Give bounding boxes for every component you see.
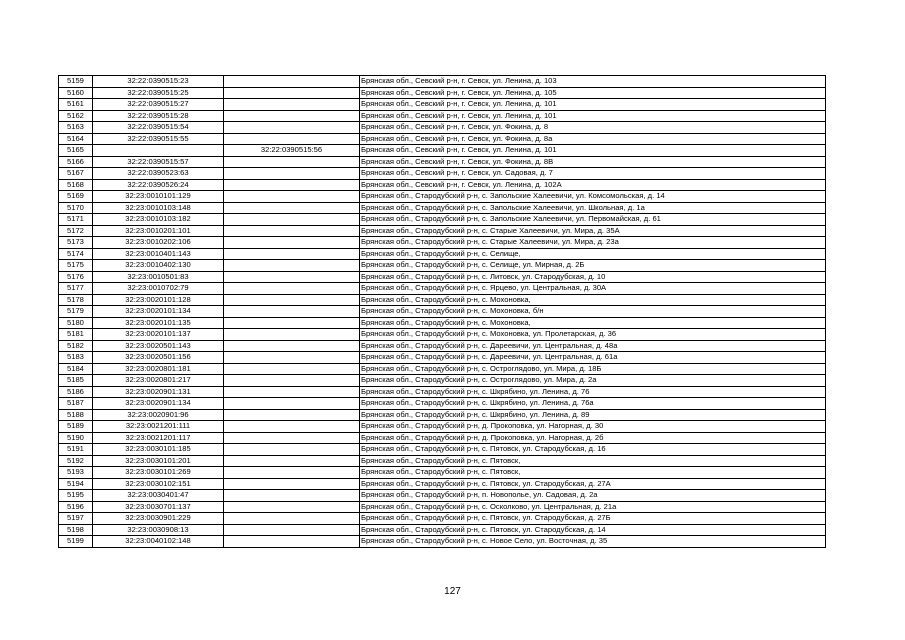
cadastral-number-cell: 32:23:0040102:148 — [93, 536, 224, 548]
table-row — [59, 260, 826, 272]
cadastral-number-cell: 32:23:0010201:101 — [93, 225, 224, 237]
previous-number-cell — [224, 524, 360, 536]
table-row — [59, 87, 826, 99]
address-cell: Брянская обл., Стародубский р-н, д. Прокоповка, ул. Нагорная, д. 2б — [360, 432, 826, 444]
page-number: 127 — [444, 586, 461, 597]
row-number-cell: 5191 — [59, 444, 93, 456]
cadastral-number-cell: 32:23:0021201:117 — [93, 432, 224, 444]
previous-number-cell — [224, 156, 360, 168]
table-row — [59, 145, 826, 157]
address-cell: Брянская обл., Стародубский р-н, с. Дареевичи, ул. Центральная, д. 48а — [360, 340, 826, 352]
address-cell: Брянская обл., Стародубский р-н, с. Остроглядово, ул. Мира, д. 18Б — [360, 363, 826, 375]
cadastral-number-cell: 32:22:0390515:55 — [93, 133, 224, 145]
address-cell: Брянская обл., Стародубский р-н, с. Осколково, ул. Центральная, д. 21а — [360, 501, 826, 513]
address-cell: Брянская обл., Стародубский р-н, с. Запольские Халеевичи, ул. Первомайская, д. 61 — [360, 214, 826, 226]
previous-number-cell — [224, 191, 360, 203]
row-number-cell: 5179 — [59, 306, 93, 318]
address-cell: Брянская обл., Стародубский р-н, с. Мохоновка, — [360, 317, 826, 329]
previous-number-cell — [224, 409, 360, 421]
cadastral-number-cell: 32:23:0030102:151 — [93, 478, 224, 490]
previous-number-cell — [224, 421, 360, 433]
table-row — [59, 214, 826, 226]
table-row — [59, 168, 826, 180]
previous-number-cell — [224, 306, 360, 318]
row-number-cell: 5159 — [59, 76, 93, 88]
table-row — [59, 156, 826, 168]
row-number-cell: 5185 — [59, 375, 93, 387]
row-number-cell: 5166 — [59, 156, 93, 168]
previous-number-cell — [224, 363, 360, 375]
table-row — [59, 421, 826, 433]
row-number-cell: 5172 — [59, 225, 93, 237]
table-row — [59, 375, 826, 387]
cadastral-number-cell: 32:22:0390523:63 — [93, 168, 224, 180]
cadastral-number-cell: 32:23:0030101:185 — [93, 444, 224, 456]
table-row — [59, 179, 826, 191]
previous-number-cell — [224, 501, 360, 513]
table-row — [59, 363, 826, 375]
address-cell: Брянская обл., Стародубский р-н, с. Старые Халеевичи, ул. Мира, д. 35А — [360, 225, 826, 237]
table-row — [59, 133, 826, 145]
table-row — [59, 444, 826, 456]
cadastral-number-cell: 32:23:0030101:269 — [93, 467, 224, 479]
row-number-cell: 5195 — [59, 490, 93, 502]
table-row — [59, 398, 826, 410]
previous-number-cell — [224, 375, 360, 387]
previous-number-cell — [224, 202, 360, 214]
row-number-cell: 5198 — [59, 524, 93, 536]
registry-body — [59, 76, 826, 548]
cadastral-number-cell: 32:23:0020801:181 — [93, 363, 224, 375]
table-row — [59, 536, 826, 548]
cadastral-number-cell — [93, 145, 224, 157]
address-cell: Брянская обл., Стародубский р-н, с. Пятовск, — [360, 455, 826, 467]
row-number-cell: 5178 — [59, 294, 93, 306]
table-row — [59, 237, 826, 249]
row-number-cell: 5171 — [59, 214, 93, 226]
address-cell: Брянская обл., Севский р-н, г. Севск, ул. Фокина, д. 8а — [360, 133, 826, 145]
previous-number-cell — [224, 444, 360, 456]
cadastral-number-cell: 32:22:0390526:24 — [93, 179, 224, 191]
row-number-cell: 5194 — [59, 478, 93, 490]
cadastral-number-cell: 32:23:0010101:129 — [93, 191, 224, 203]
row-number-cell: 5162 — [59, 110, 93, 122]
previous-number-cell — [224, 432, 360, 444]
row-number-cell: 5197 — [59, 513, 93, 525]
previous-number-cell — [224, 99, 360, 111]
cadastral-number-cell: 32:23:0020901:96 — [93, 409, 224, 421]
table-row — [59, 122, 826, 134]
address-cell: Брянская обл., Стародубский р-н, с. Селище, ул. Мирная, д. 2Б — [360, 260, 826, 272]
cadastral-number-cell: 32:23:0020901:134 — [93, 398, 224, 410]
previous-number-cell — [224, 398, 360, 410]
cadastral-number-cell: 32:23:0030401:47 — [93, 490, 224, 502]
row-number-cell: 5188 — [59, 409, 93, 421]
row-number-cell: 5163 — [59, 122, 93, 134]
address-cell: Брянская обл., Севский р-н, г. Севск, ул. Садовая, д. 7 — [360, 168, 826, 180]
address-cell: Брянская обл., Севский р-н, г. Севск, ул. Ленина, д. 102А — [360, 179, 826, 191]
address-cell: Брянская обл., Стародубский р-н, с. Старые Халеевичи, ул. Мира, д. 23а — [360, 237, 826, 249]
row-number-cell: 5190 — [59, 432, 93, 444]
row-number-cell: 5183 — [59, 352, 93, 364]
cadastral-number-cell: 32:23:0030101:201 — [93, 455, 224, 467]
address-cell: Брянская обл., Стародубский р-н, с. Дареевичи, ул. Центральная, д. 61а — [360, 352, 826, 364]
cadastral-number-cell: 32:23:0020501:156 — [93, 352, 224, 364]
address-cell: Брянская обл., Стародубский р-н, с. Запольские Халеевичи, ул. Комсомольская, д. 14 — [360, 191, 826, 203]
previous-number-cell — [224, 455, 360, 467]
address-cell: Брянская обл., Стародубский р-н, с. Запольские Халеевичи, ул. Школьная, д. 1а — [360, 202, 826, 214]
previous-number-cell — [224, 168, 360, 180]
cadastral-number-cell: 32:23:0010702:79 — [93, 283, 224, 295]
previous-number-cell — [224, 478, 360, 490]
row-number-cell: 5193 — [59, 467, 93, 479]
row-number-cell: 5192 — [59, 455, 93, 467]
previous-number-cell — [224, 133, 360, 145]
address-cell: Брянская обл., Стародубский р-н, с. Пятовск, ул. Стародубская, д. 27Б — [360, 513, 826, 525]
row-number-cell: 5189 — [59, 421, 93, 433]
table-row — [59, 202, 826, 214]
cadastral-number-cell: 32:23:0020801:217 — [93, 375, 224, 387]
previous-number-cell — [224, 237, 360, 249]
table-row — [59, 501, 826, 513]
previous-number-cell — [224, 467, 360, 479]
table-row — [59, 409, 826, 421]
table-row — [59, 478, 826, 490]
address-cell: Брянская обл., Стародубский р-н, с. Мохоновка, — [360, 294, 826, 306]
row-number-cell: 5169 — [59, 191, 93, 203]
table-row — [59, 513, 826, 525]
table-row — [59, 306, 826, 318]
previous-number-cell: 32:22:0390515:56 — [224, 145, 360, 157]
row-number-cell: 5165 — [59, 145, 93, 157]
previous-number-cell — [224, 225, 360, 237]
cadastral-number-cell: 32:23:0010401:143 — [93, 248, 224, 260]
cadastral-number-cell: 32:23:0020101:137 — [93, 329, 224, 341]
row-number-cell: 5199 — [59, 536, 93, 548]
row-number-cell: 5176 — [59, 271, 93, 283]
cadastral-number-cell: 32:23:0020901:131 — [93, 386, 224, 398]
row-number-cell: 5161 — [59, 99, 93, 111]
table-row — [59, 455, 826, 467]
row-number-cell: 5184 — [59, 363, 93, 375]
table-row — [59, 225, 826, 237]
address-cell: Брянская обл., Севский р-н, г. Севск, ул. Ленина, д. 103 — [360, 76, 826, 88]
table-row — [59, 271, 826, 283]
row-number-cell: 5170 — [59, 202, 93, 214]
previous-number-cell — [224, 110, 360, 122]
cadastral-number-cell: 32:23:0020501:143 — [93, 340, 224, 352]
address-cell: Брянская обл., Стародубский р-н, с. Шкрябино, ул. Ленина, д. 76а — [360, 398, 826, 410]
previous-number-cell — [224, 536, 360, 548]
cadastral-number-cell: 32:22:0390515:25 — [93, 87, 224, 99]
table-row — [59, 110, 826, 122]
row-number-cell: 5167 — [59, 168, 93, 180]
previous-number-cell — [224, 283, 360, 295]
address-cell: Брянская обл., Севский р-н, г. Севск, ул. Фокина, д. 8В — [360, 156, 826, 168]
cadastral-number-cell: 32:22:0390515:28 — [93, 110, 224, 122]
row-number-cell: 5177 — [59, 283, 93, 295]
cadastral-number-cell: 32:23:0010103:182 — [93, 214, 224, 226]
previous-number-cell — [224, 122, 360, 134]
previous-number-cell — [224, 352, 360, 364]
table-row — [59, 432, 826, 444]
cadastral-number-cell: 32:23:0020101:134 — [93, 306, 224, 318]
row-number-cell: 5180 — [59, 317, 93, 329]
cadastral-number-cell: 32:22:0390515:57 — [93, 156, 224, 168]
row-number-cell: 5168 — [59, 179, 93, 191]
previous-number-cell — [224, 87, 360, 99]
previous-number-cell — [224, 386, 360, 398]
cadastral-number-cell: 32:23:0020101:135 — [93, 317, 224, 329]
address-cell: Брянская обл., Стародубский р-н, с. Пятовск, ул. Стародубская, д. 14 — [360, 524, 826, 536]
row-number-cell: 5160 — [59, 87, 93, 99]
table-row — [59, 76, 826, 88]
cadastral-number-cell: 32:23:0030908:13 — [93, 524, 224, 536]
cadastral-number-cell: 32:23:0010501:83 — [93, 271, 224, 283]
address-cell: Брянская обл., Стародубский р-н, с. Мохоновка, б/н — [360, 306, 826, 318]
table-row — [59, 99, 826, 111]
row-number-cell: 5181 — [59, 329, 93, 341]
address-cell: Брянская обл., Севский р-н, г. Севск, ул. Ленина, д. 105 — [360, 87, 826, 99]
table-row — [59, 340, 826, 352]
table-row — [59, 467, 826, 479]
row-number-cell: 5182 — [59, 340, 93, 352]
address-cell: Брянская обл., Стародубский р-н, с. Остроглядово, ул. Мира, д. 2а — [360, 375, 826, 387]
row-number-cell: 5186 — [59, 386, 93, 398]
address-cell: Брянская обл., Стародубский р-н, с. Новое Село, ул. Восточная, д. 35 — [360, 536, 826, 548]
previous-number-cell — [224, 260, 360, 272]
cadastral-number-cell: 32:23:0010103:148 — [93, 202, 224, 214]
previous-number-cell — [224, 76, 360, 88]
row-number-cell: 5196 — [59, 501, 93, 513]
table-row — [59, 283, 826, 295]
address-cell: Брянская обл., Стародубский р-н, с. Пятовск, ул. Стародубская, д. 27А — [360, 478, 826, 490]
address-cell: Брянская обл., Стародубский р-н, с. Пятовск, — [360, 467, 826, 479]
previous-number-cell — [224, 329, 360, 341]
row-number-cell: 5164 — [59, 133, 93, 145]
address-cell: Брянская обл., Стародубский р-н, с. Пятовск, ул. Стародубская, д. 16 — [360, 444, 826, 456]
address-cell: Брянская обл., Севский р-н, г. Севск, ул. Фокина, д. 8 — [360, 122, 826, 134]
address-cell: Брянская обл., Стародубский р-н, д. Прокоповка, ул. Нагорная, д. 30 — [360, 421, 826, 433]
registry-table — [58, 75, 826, 548]
address-cell: Брянская обл., Стародубский р-н, с. Селище, — [360, 248, 826, 260]
table-row — [59, 329, 826, 341]
table-row — [59, 490, 826, 502]
previous-number-cell — [224, 513, 360, 525]
address-cell: Брянская обл., Севский р-н, г. Севск, ул. Ленина, д. 101 — [360, 110, 826, 122]
row-number-cell: 5174 — [59, 248, 93, 260]
row-number-cell: 5175 — [59, 260, 93, 272]
cadastral-number-cell: 32:22:0390515:54 — [93, 122, 224, 134]
address-cell: Брянская обл., Стародубский р-н, с. Мохоновка, ул. Пролетарская, д. 36 — [360, 329, 826, 341]
previous-number-cell — [224, 179, 360, 191]
table-row — [59, 524, 826, 536]
address-cell: Брянская обл., Стародубский р-н, с. Ярцево, ул. Центральная, д. 30А — [360, 283, 826, 295]
previous-number-cell — [224, 214, 360, 226]
cadastral-number-cell: 32:23:0030901:229 — [93, 513, 224, 525]
table-row — [59, 294, 826, 306]
previous-number-cell — [224, 294, 360, 306]
cadastral-number-cell: 32:22:0390515:23 — [93, 76, 224, 88]
address-cell: Брянская обл., Стародубский р-н, с. Литовск, ул. Стародубская, д. 10 — [360, 271, 826, 283]
previous-number-cell — [224, 340, 360, 352]
address-cell: Брянская обл., Стародубский р-н, с. Шкрябино, ул. Ленина, д. 76 — [360, 386, 826, 398]
cadastral-number-cell: 32:22:0390515:27 — [93, 99, 224, 111]
row-number-cell: 5173 — [59, 237, 93, 249]
row-number-cell: 5187 — [59, 398, 93, 410]
previous-number-cell — [224, 271, 360, 283]
table-row — [59, 317, 826, 329]
cadastral-number-cell: 32:23:0021201:111 — [93, 421, 224, 433]
address-cell: Брянская обл., Севский р-н, г. Севск, ул. Ленина, д. 101 — [360, 145, 826, 157]
cadastral-number-cell: 32:23:0010202:106 — [93, 237, 224, 249]
table-row — [59, 352, 826, 364]
cadastral-number-cell: 32:23:0020101:128 — [93, 294, 224, 306]
address-cell: Брянская обл., Стародубский р-н, п. Новополье, ул. Садовая, д. 2а — [360, 490, 826, 502]
table-row — [59, 191, 826, 203]
table-row — [59, 386, 826, 398]
table-row — [59, 248, 826, 260]
cadastral-number-cell: 32:23:0030701:137 — [93, 501, 224, 513]
cadastral-number-cell: 32:23:0010402:130 — [93, 260, 224, 272]
previous-number-cell — [224, 490, 360, 502]
previous-number-cell — [224, 248, 360, 260]
previous-number-cell — [224, 317, 360, 329]
address-cell: Брянская обл., Стародубский р-н, с. Шкрябино, ул. Ленина, д. 89 — [360, 409, 826, 421]
address-cell: Брянская обл., Севский р-н, г. Севск, ул. Ленина, д. 101 — [360, 99, 826, 111]
